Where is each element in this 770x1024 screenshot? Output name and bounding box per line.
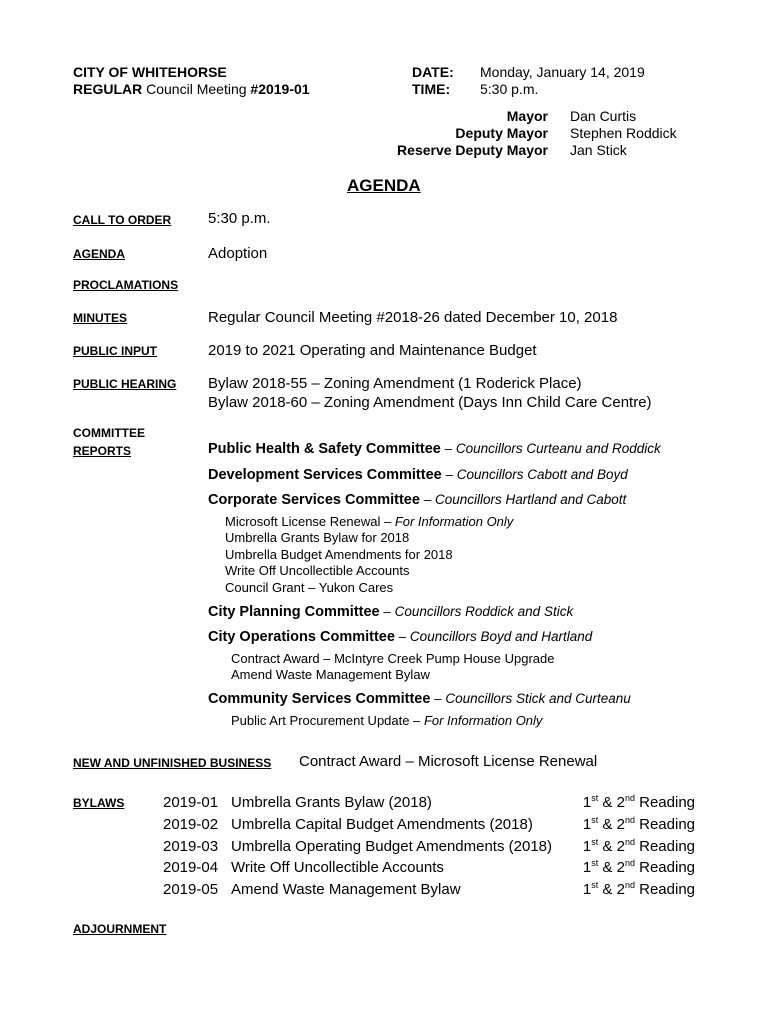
- bylaw-reading: 1st & 2nd Reading: [582, 880, 695, 898]
- public-input-value: 2019 to 2021 Operating and Maintenance Budget: [208, 342, 537, 359]
- bylaws-label: BYLAWS: [73, 796, 125, 810]
- bylaw-title: Amend Waste Management Bylaw: [231, 881, 461, 898]
- deputy-mayor-role: Deputy Mayor: [455, 125, 548, 141]
- bylaw-title: Umbrella Grants Bylaw (2018): [231, 794, 432, 811]
- bylaw-title: Umbrella Capital Budget Amendments (2018): [231, 816, 533, 833]
- committee-item: Microsoft License Renewal – For Information Only: [225, 514, 514, 529]
- committee-item: Amend Waste Management Bylaw: [231, 667, 430, 682]
- minutes-value: Regular Council Meeting #2018-26 dated December 10, 2018: [208, 309, 618, 326]
- mayor-role: Mayor: [506, 108, 548, 124]
- committee-city-planning: City Planning Committee – Councillors Roddick and Stick: [208, 604, 574, 620]
- public-input-label: PUBLIC INPUT: [73, 344, 157, 358]
- committee-item: Public Art Procurement Update – For Information Only: [231, 713, 543, 728]
- page-title: AGENDA: [347, 176, 421, 195]
- time-label: TIME:: [412, 81, 451, 97]
- call-to-order-label: CALL TO ORDER: [73, 213, 172, 227]
- mayor-name: Dan Curtis: [570, 108, 637, 124]
- meeting-title: REGULAR Council Meeting #2019-01: [73, 81, 310, 97]
- proclamations-label: PROCLAMATIONS: [73, 278, 179, 292]
- deputy-mayor-name: Stephen Roddick: [570, 125, 677, 141]
- date-label: DATE:: [412, 64, 454, 80]
- bylaw-number: 2019-03: [163, 838, 219, 855]
- public-hearing-item: Bylaw 2018-60 – Zoning Amendment (Days Inn Child Care Centre): [208, 394, 652, 411]
- agenda-value: Adoption: [208, 245, 268, 262]
- bylaw-number: 2019-01: [163, 794, 219, 811]
- bylaw-number: 2019-04: [163, 859, 219, 876]
- city-name: CITY OF WHITEHORSE: [73, 64, 227, 80]
- reserve-deputy-mayor-role: Reserve Deputy Mayor: [397, 142, 548, 158]
- committee-public-health-safety: Public Health & Safety Committee – Councillors Curteanu and Roddick: [208, 441, 661, 457]
- bylaw-number: 2019-02: [163, 816, 219, 833]
- committee-development-services: Development Services Committee – Councillors Cabott and Boyd: [208, 467, 628, 483]
- bylaw-reading: 1st & 2nd Reading: [582, 815, 695, 833]
- committee-item: Umbrella Grants Bylaw for 2018: [225, 530, 410, 545]
- committee-community-services: Community Services Committee – Councillors Stick and Curteanu: [208, 691, 631, 707]
- call-to-order-value: 5:30 p.m.: [208, 210, 271, 227]
- committee-reports-label-2: REPORTS: [73, 444, 132, 458]
- adjournment-label: ADJOURNMENT: [73, 922, 167, 936]
- committee-corporate-services: Corporate Services Committee – Councillors Hartland and Cabott: [208, 492, 627, 508]
- bylaw-title: Write Off Uncollectible Accounts: [231, 859, 444, 876]
- new-business-label: NEW AND UNFINISHED BUSINESS: [73, 756, 272, 770]
- date-value: Monday, January 14, 2019: [480, 64, 645, 80]
- bylaw-reading: 1st & 2nd Reading: [582, 793, 695, 811]
- reserve-deputy-mayor-name: Jan Stick: [570, 142, 627, 158]
- committee-city-operations: City Operations Committee – Councillors Boyd and Hartland: [208, 629, 593, 645]
- committee-item: Council Grant – Yukon Cares: [225, 580, 394, 595]
- public-hearing-label: PUBLIC HEARING: [73, 377, 177, 391]
- committee-item: Write Off Uncollectible Accounts: [225, 563, 410, 578]
- committee-item: Contract Award – McIntyre Creek Pump House Upgrade: [231, 651, 555, 666]
- new-business-value: Contract Award – Microsoft License Renewal: [299, 753, 598, 770]
- committee-reports-label-1: COMMITTEE: [73, 426, 145, 440]
- minutes-label: MINUTES: [73, 311, 127, 325]
- time-value: 5:30 p.m.: [480, 81, 539, 97]
- bylaw-reading: 1st & 2nd Reading: [582, 858, 695, 876]
- committee-item: Umbrella Budget Amendments for 2018: [225, 547, 453, 562]
- public-hearing-item: Bylaw 2018-55 – Zoning Amendment (1 Roderick Place): [208, 375, 582, 392]
- bylaw-number: 2019-05: [163, 881, 219, 898]
- agenda-label: AGENDA: [73, 247, 126, 261]
- bylaw-title: Umbrella Operating Budget Amendments (2018): [231, 838, 553, 855]
- bylaw-reading: 1st & 2nd Reading: [582, 837, 695, 855]
